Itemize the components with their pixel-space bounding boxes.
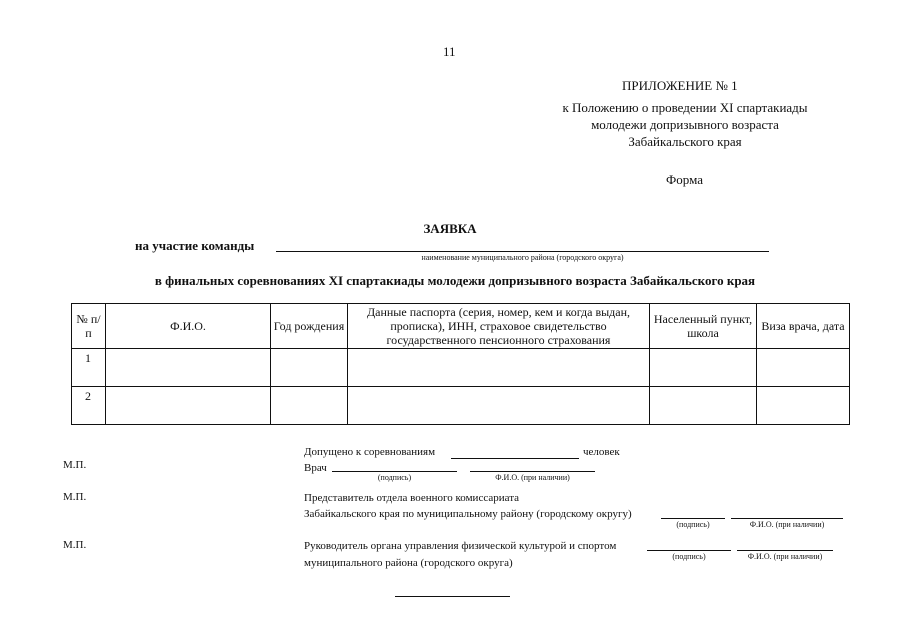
appendix-title: ПРИЛОЖЕНИЕ № 1 bbox=[622, 78, 738, 93]
row-number: 2 bbox=[72, 387, 106, 425]
head-signature-caption: (подпись) bbox=[672, 552, 706, 561]
cell-doctor-visa[interactable] bbox=[757, 387, 850, 425]
doctor-fio-line bbox=[470, 471, 595, 472]
commissariat-fio-caption: Ф.И.О. (при наличии) bbox=[749, 520, 825, 529]
page-number: 11 bbox=[443, 44, 456, 59]
stamp-place-1: М.П. bbox=[63, 459, 87, 471]
row-number: 1 bbox=[72, 349, 106, 387]
team-label: на участие команды bbox=[135, 238, 255, 253]
application-table bbox=[71, 303, 850, 425]
head-fio-line bbox=[737, 550, 833, 551]
admitted-suffix: человек bbox=[583, 446, 620, 458]
head-signature-line bbox=[647, 550, 731, 551]
commissariat-fio-line bbox=[731, 518, 843, 519]
appendix-line-2: молодежи допризывного возраста bbox=[591, 117, 779, 132]
commissariat-line-2: Забайкальского края по муниципальному району (городскому округу) bbox=[304, 508, 632, 520]
footer-separator bbox=[395, 596, 510, 597]
head-fio-caption: Ф.И.О. (при наличии) bbox=[747, 552, 823, 561]
cell-birth-year[interactable] bbox=[271, 349, 348, 387]
header-locality-school: Населенный пункт, школа bbox=[650, 304, 757, 349]
form-label: Форма bbox=[666, 172, 703, 187]
doctor-signature-line bbox=[332, 471, 457, 472]
cell-locality-school[interactable] bbox=[650, 349, 757, 387]
stamp-place-2: М.П. bbox=[63, 491, 87, 503]
stamp-place-3: М.П. bbox=[63, 539, 87, 551]
team-name-line bbox=[276, 251, 769, 252]
commissariat-line-1: Представитель отдела военного комиссариата bbox=[304, 492, 520, 504]
appendix-line-3: Забайкальского края bbox=[628, 134, 742, 149]
header-birth-year: Год рождения bbox=[271, 304, 348, 349]
table-row bbox=[72, 349, 850, 387]
table-header-row bbox=[72, 304, 850, 349]
appendix-line-1: к Положению о проведении XI спартакиады bbox=[562, 100, 808, 115]
team-name-caption: наименование муниципального района (городского округа) bbox=[421, 253, 624, 262]
header-fio: Ф.И.О. bbox=[106, 304, 271, 349]
application-subtitle: в финальных соревнованиях XI спартакиады молодежи допризывного возраста Забайкальского края bbox=[154, 273, 756, 288]
cell-locality-school[interactable] bbox=[650, 387, 757, 425]
admitted-prefix: Допущено к соревнованиям bbox=[304, 446, 436, 458]
doctor-signature-caption: (подпись) bbox=[377, 473, 412, 482]
commissariat-signature-caption: (подпись) bbox=[676, 520, 710, 529]
header-doctor-visa: Виза врача, дата bbox=[757, 304, 850, 349]
commissariat-signature-line bbox=[661, 518, 725, 519]
cell-fio[interactable] bbox=[106, 387, 271, 425]
header-passport-data: Данные паспорта (серия, номер, кем и когда выдан, прописка), ИНН, страховое свидетельство государственного пенсионного страхования bbox=[348, 304, 650, 349]
cell-passport-data[interactable] bbox=[348, 387, 650, 425]
doctor-fio-caption: Ф.И.О. (при наличии) bbox=[495, 473, 570, 482]
admitted-count-line bbox=[451, 458, 579, 459]
application-title: ЗАЯВКА bbox=[423, 221, 477, 236]
cell-birth-year[interactable] bbox=[271, 387, 348, 425]
doctor-label: Врач bbox=[304, 462, 327, 474]
cell-fio[interactable] bbox=[106, 349, 271, 387]
cell-doctor-visa[interactable] bbox=[757, 349, 850, 387]
head-line-1: Руководитель органа управления физической культурой и спортом bbox=[304, 540, 617, 552]
head-line-2: муниципального района (городского округа) bbox=[304, 557, 513, 569]
table-row bbox=[72, 387, 850, 425]
cell-passport-data[interactable] bbox=[348, 349, 650, 387]
header-number: № п/п bbox=[72, 304, 106, 349]
